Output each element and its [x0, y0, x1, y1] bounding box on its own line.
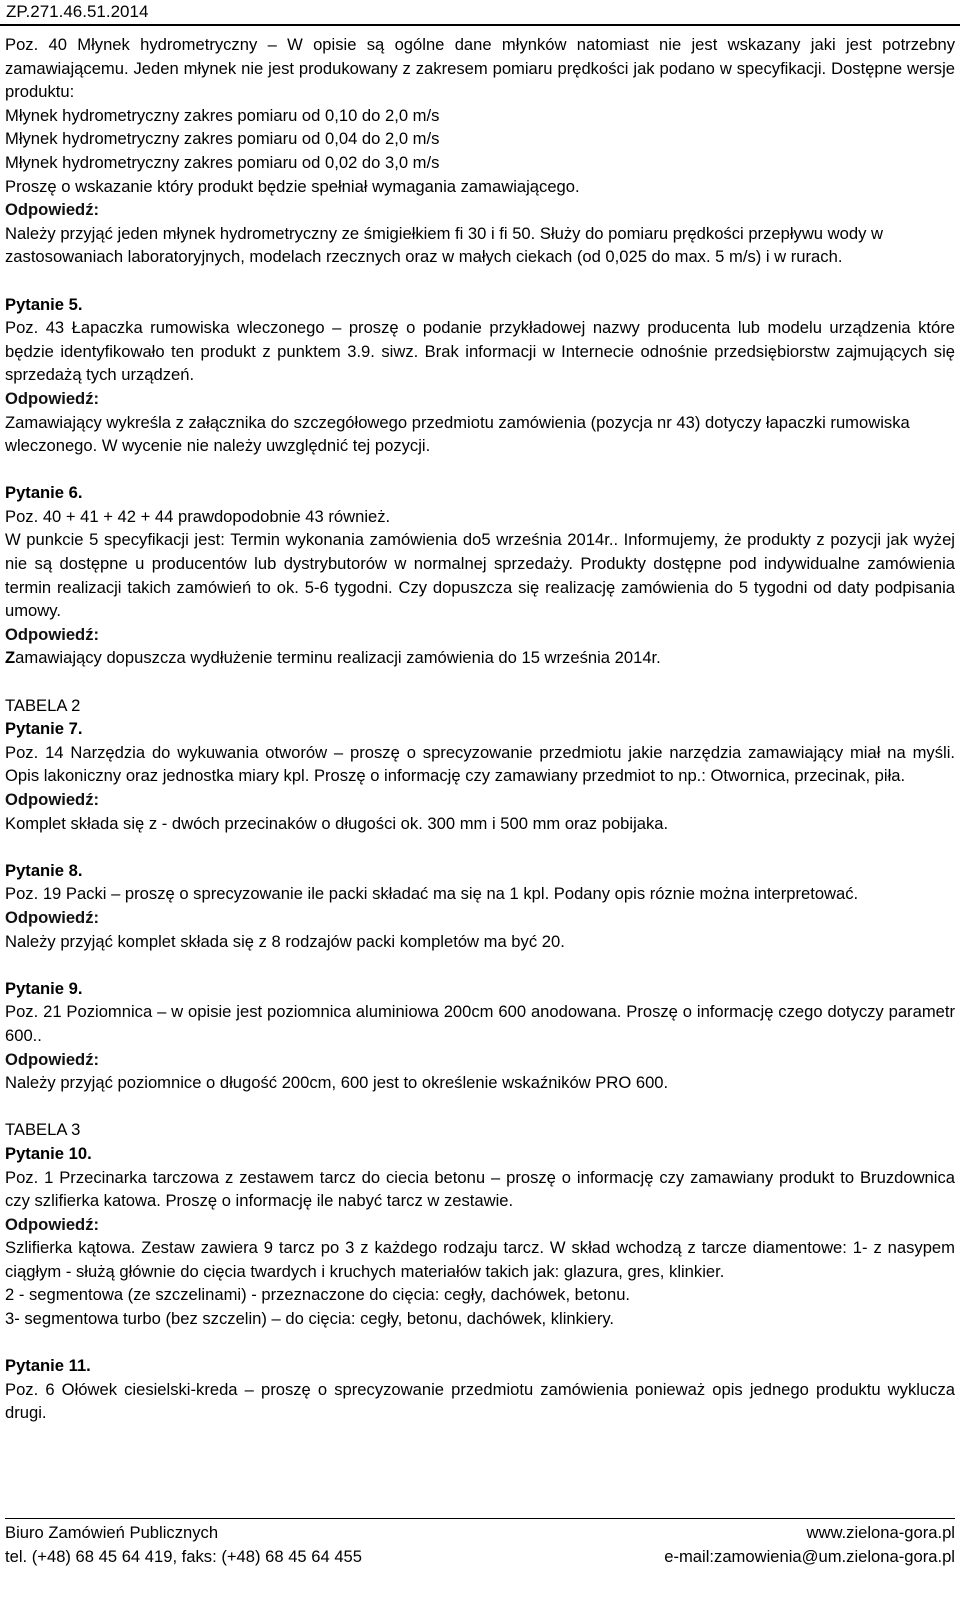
answer-40-text: Należy przyjąć jeden młynek hydrometryczny ze śmigiełkiem fi 30 i fi 50. Służy do pomiaru prędkości przepływu wody w zastosowaniach laboratoryjnych, modelach rzecznych oraz w małych ciekach (od 0,025 do max. 5 m/s) i w rurach.	[5, 223, 883, 267]
table-3-heading: TABELA 3	[5, 1120, 81, 1140]
spacer	[5, 458, 955, 482]
variant-line-1: Młynek hydrometryczny zakres pomiaru od 0,10 do 2,0 m/s	[5, 105, 440, 125]
page-footer	[0, 1518, 960, 1588]
answer-label: Odpowiedź:	[5, 388, 100, 408]
answer-6-initial: Z	[5, 648, 16, 668]
question-40-request: Proszę o wskazanie który produkt będzie spełniał wymagania zamawiającego.	[5, 176, 580, 196]
spacer	[5, 1331, 955, 1355]
question-10-title: Pytanie 10.	[5, 1143, 92, 1163]
answer-label: Odpowiedź:	[5, 200, 100, 220]
spacer	[5, 269, 955, 293]
question-8-text: Poz. 19 Packi – proszę o sprecyzowanie ile packi składać ma się na 1 kpl. Podany opis róznie można interpretować.	[5, 884, 859, 904]
variant-line-2: Młynek hydrometryczny zakres pomiaru od 0,04 do 2,0 m/s	[5, 129, 440, 149]
answer-10-item-3: 3- segmentowa turbo (bez szczelin) – do cięcia: cegły, betonu, dachówek, klinkiery.	[5, 1309, 615, 1329]
page-header	[0, 0, 960, 28]
footer-phone: tel. (+48) 68 45 64 419, faks: (+48) 68 45 64 455	[5, 1547, 363, 1566]
answer-label: Odpowiedź:	[5, 790, 100, 809]
spacer	[5, 953, 955, 977]
question-10-text: Poz. 1 Przecinarka tarczowa z zestawem tarcz do ciecia betonu – proszę o informację czy zamawiany produkt to Bruzdownica czy szlifierka katowa. Proszę o informację ile nabyć tarcz w zestawie.	[5, 1167, 955, 1211]
question-9-text: Poz. 21 Poziomnica – w opisie jest poziomnica aluminiowa 200cm 600 anodowana. Proszę o informację czego dotyczy parametr 600..	[5, 1002, 955, 1045]
footer-organization: Biuro Zamówień Publicznych	[5, 1523, 219, 1542]
question-5-title: Pytanie 5.	[5, 294, 83, 314]
variant-line-3: Młynek hydrometryczny zakres pomiaru od 0,02 do 3,0 m/s	[5, 152, 440, 172]
table-2-heading: TABELA 2	[5, 695, 81, 715]
answer-6-text	[5, 646, 955, 670]
question-6-title: Pytanie 6.	[5, 483, 83, 503]
answer-9-text: Należy przyjąć poziomnice o długość 200cm, 600 jest to określenie wskaźników PRO 600.	[5, 1073, 669, 1093]
answer-label: Odpowiedź:	[5, 907, 100, 927]
question-7-title: Pytanie 7.	[5, 719, 83, 739]
answer-10-text: Szlifierka kątowa. Zestaw zawiera 9 tarcz po 3 z każdego rodzaju tarcz. W skład wchodzą z tarcze diamentowe: 1- z nasypem ciągłym - służą głównie do cięcia twardych i kruchych materiałów takich jak: glazura, gres, klinkier.	[5, 1238, 955, 1281]
answer-label: Odpowiedź:	[5, 1214, 100, 1234]
footer-website-link[interactable]: www.zielona-gora.pl	[806, 1523, 955, 1542]
answer-7-text: Komplet składa się z - dwóch przecinaków o długości ok. 300 mm i 500 mm oraz pobijaka.	[5, 813, 669, 833]
header-rule	[0, 24, 960, 26]
question-11-title: Pytanie 11.	[5, 1356, 91, 1376]
answer-5-text: Zamawiający wykreśla z załącznika do szczegółowego przedmiotu zamówienia (pozycja nr 43) dotyczy łapaczki rumowiska wleczonego. W wycenie nie należy uwzględnić tej pozycji.	[5, 412, 910, 456]
answer-8-text: Należy przyjąć komplet składa się z 8 rodzajów packi kompletów ma być 20.	[5, 931, 565, 951]
question-11-text: Poz. 6 Ołówek ciesielski-kreda – proszę o sprecyzowanie przedmiotu zamówienia ponieważ opis jednego produktu wyklucza drugi.	[5, 1379, 955, 1423]
question-40-text: Poz. 40 Młynek hydrometryczny – W opisie są ogólne dane młynków natomiast nie jest wskazany jaki jest potrzebny zamawiającemu. Jeden młynek nie jest produkowany z zakresem pomiaru prędkości jak podano w specyfikacji. Dostępne wersje produktu:	[5, 35, 955, 102]
answer-label: Odpowiedź:	[5, 624, 100, 644]
answer-6-rest: amawiający dopuszcza wydłużenie terminu realizacji zamówienia do 15 września 2014r.	[15, 648, 661, 668]
answer-10-item-2: 2 - segmentowa (ze szczelinami) - przeznaczone do cięcia: cegły, dachówek, betonu.	[5, 1285, 631, 1305]
spacer	[5, 670, 955, 694]
question-7-text: Poz. 14 Narzędzia do wykuwania otworów – proszę o sprecyzowanie przedmiotu jakie narzędzia zamawiający miał na myśli. Opis lakoniczny oraz jednostka miary kpl. Proszę o informację czy zamawiany przedmiot to np.: Otwornica, przecinak, piła.	[5, 742, 955, 786]
spacer	[5, 1095, 955, 1119]
spacer	[5, 835, 955, 859]
question-9-title: Pytanie 9.	[5, 978, 83, 998]
question-5-text: Poz. 43 Łapaczka rumowiska wleczonego – proszę o podanie przykładowej nazwy producenta lub modelu urządzenia które będzie identyfikowało ten produkt z punktem 3.9. siwz. Brak informacji w Internecie odnośnie przedsiębiorstw zajmujących się sprzedażą tych urządzeń.	[5, 318, 955, 385]
document-reference: ZP.271.46.51.2014	[6, 2, 149, 21]
footer-rule	[5, 1518, 955, 1519]
footer-email-link[interactable]: e-mail:zamowienia@um.zielona-gora.pl	[664, 1547, 955, 1566]
question-6-positions: Poz. 40 + 41 + 42 + 44 prawdopodobnie 43 również.	[5, 506, 391, 526]
question-6-text: W punkcie 5 specyfikacji jest: Termin wykonania zamówienia do5 września 2014r.. Informujemy, że produkty z pozycji jak wyżej nie są dostępne u producentów lub dystrybutorów w normalnej sprzedaży. Produkty dostępne pod indywidualne zamówienia termin realizacji takich zamówień to ok. 5-6 tygodni. Czy dopuszcza się realizację zamówienia do 5 tygodni od daty podpisania umowy.	[5, 530, 955, 621]
question-8-title: Pytanie 8.	[5, 860, 83, 880]
answer-label: Odpowiedź:	[5, 1049, 100, 1069]
document-body	[5, 33, 955, 1425]
